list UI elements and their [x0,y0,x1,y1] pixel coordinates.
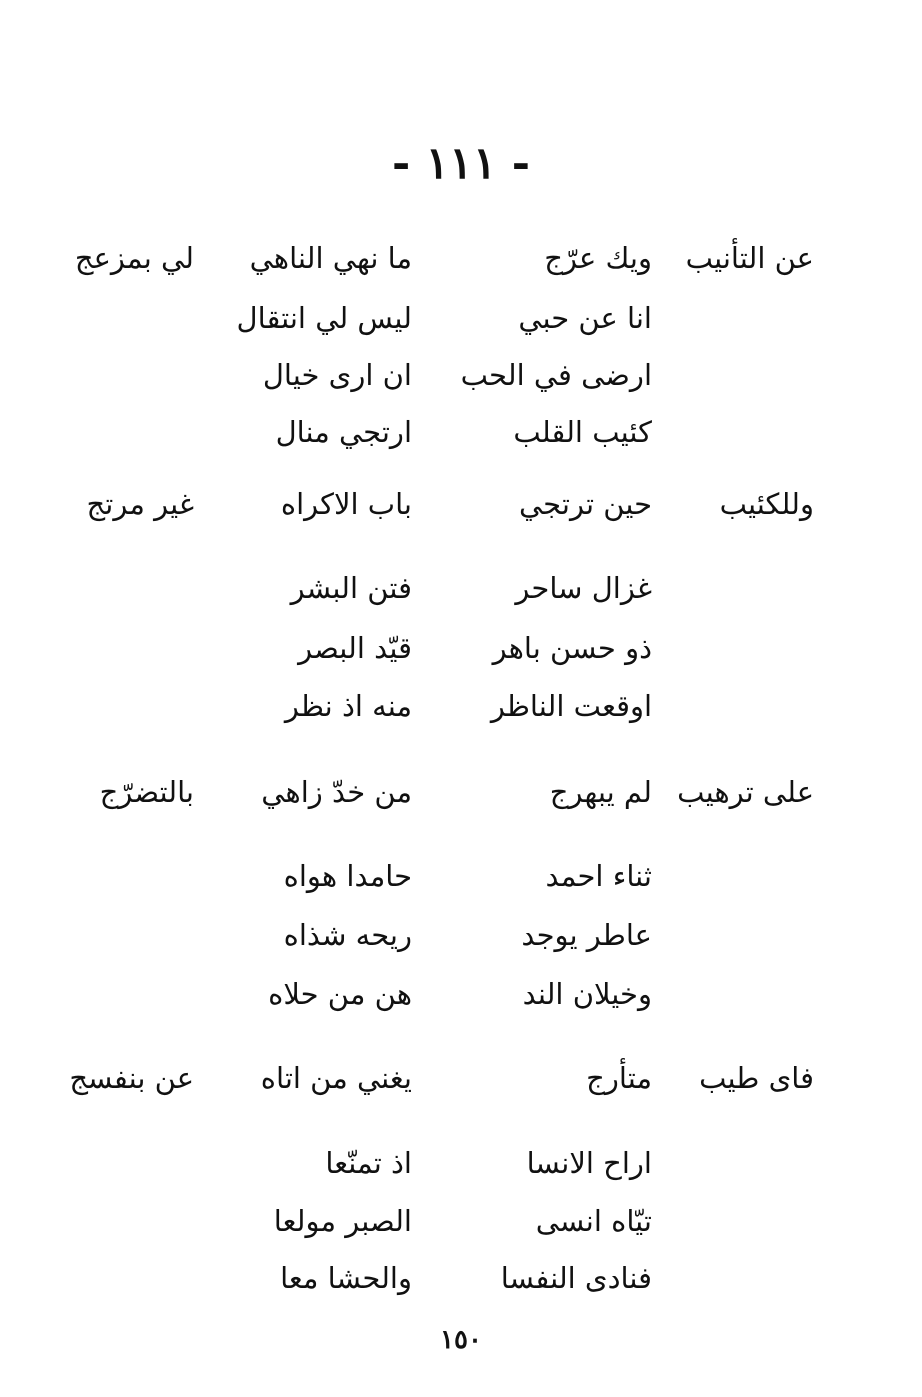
verse-hemistich-second: ارتجي منال [275,415,412,449]
verse-opening: عن التأنيب [685,241,814,275]
verse-hemistich-first: متأرج [586,1061,652,1095]
verse-hemistich-first: تيّاه انسى [535,1204,652,1238]
verse-line [0,412,922,462]
verse-hemistich-second: ريحه شذاه [283,918,412,952]
verse-line [0,238,922,288]
verse-hemistich-first: انا عن حبي [518,301,652,335]
verse-hemistich-second: باب الاكراه [280,487,412,521]
verse-hemistich-second: قيّد البصر [298,631,412,665]
verse-line [0,915,922,965]
verse-opening: وللكئيب [719,487,814,521]
verse-line [0,1258,922,1308]
verse-hemistich-second: ان ارى خيال [262,358,412,392]
verse-hemistich-first: غزال ساحر [515,571,652,605]
verse-hemistich-first: فنادى النفسا [500,1261,652,1295]
verse-closing: عن بنفسج [69,1061,194,1095]
verse-hemistich-first: اوقعت الناظر [490,689,652,723]
verse-closing: غير مرتج [86,487,194,521]
verse-hemistich-second: هن من حلاه [268,977,412,1011]
verse-opening: على ترهيب [677,775,814,809]
verse-line [0,974,922,1024]
verse-line [0,1058,922,1108]
verse-line [0,484,922,534]
page-header: - ١١١ - [391,138,531,189]
verse-hemistich-second: من خدّ زاهي [261,775,412,809]
verse-closing: لي بمزعج [74,241,194,275]
verse-hemistich-second: ما نهي الناهي [249,241,412,275]
verse-hemistich-second: الصبر مولعا [273,1204,412,1238]
verse-hemistich-second: فتن البشر [290,571,412,605]
verse-line [0,856,922,906]
page-number: ١٥٠ [440,1325,482,1355]
verse-hemistich-first: ويك عرّج [544,241,652,275]
verse-closing: بالتضرّج [99,775,194,809]
verse-hemistich-second: يغني من اتاه [260,1061,412,1095]
verse-hemistich-first: وخيلان الند [522,977,652,1011]
verse-line [0,568,922,618]
verse-line [0,355,922,405]
verse-hemistich-second: اذ تمنّعا [325,1146,412,1180]
verse-hemistich-first: عاطر يوجد [521,918,652,952]
verse-hemistich-second: والحشا معا [280,1261,412,1295]
verse-hemistich-first: اراح الانسا [526,1146,652,1180]
verse-line [0,298,922,348]
verse-hemistich-second: حامدا هواه [283,859,412,893]
verse-hemistich-second: منه اذ نظر [284,689,412,723]
verse-opening: فاى طيب [699,1061,814,1095]
verse-hemistich-second: ليس لي انتقال [236,301,412,335]
verse-line [0,772,922,822]
verse-hemistich-first: ثناء احمد [545,859,652,893]
verse-hemistich-first: لم يبهرج [549,775,652,809]
verse-hemistich-first: ذو حسن باهر [492,631,652,665]
verse-hemistich-first: حين ترتجي [518,487,652,521]
verse-hemistich-first: ارضى في الحب [460,358,652,392]
verse-line [0,1201,922,1251]
verse-line [0,686,922,736]
verse-line [0,1143,922,1193]
verse-hemistich-first: كئيب القلب [513,415,652,449]
verse-line [0,628,922,678]
